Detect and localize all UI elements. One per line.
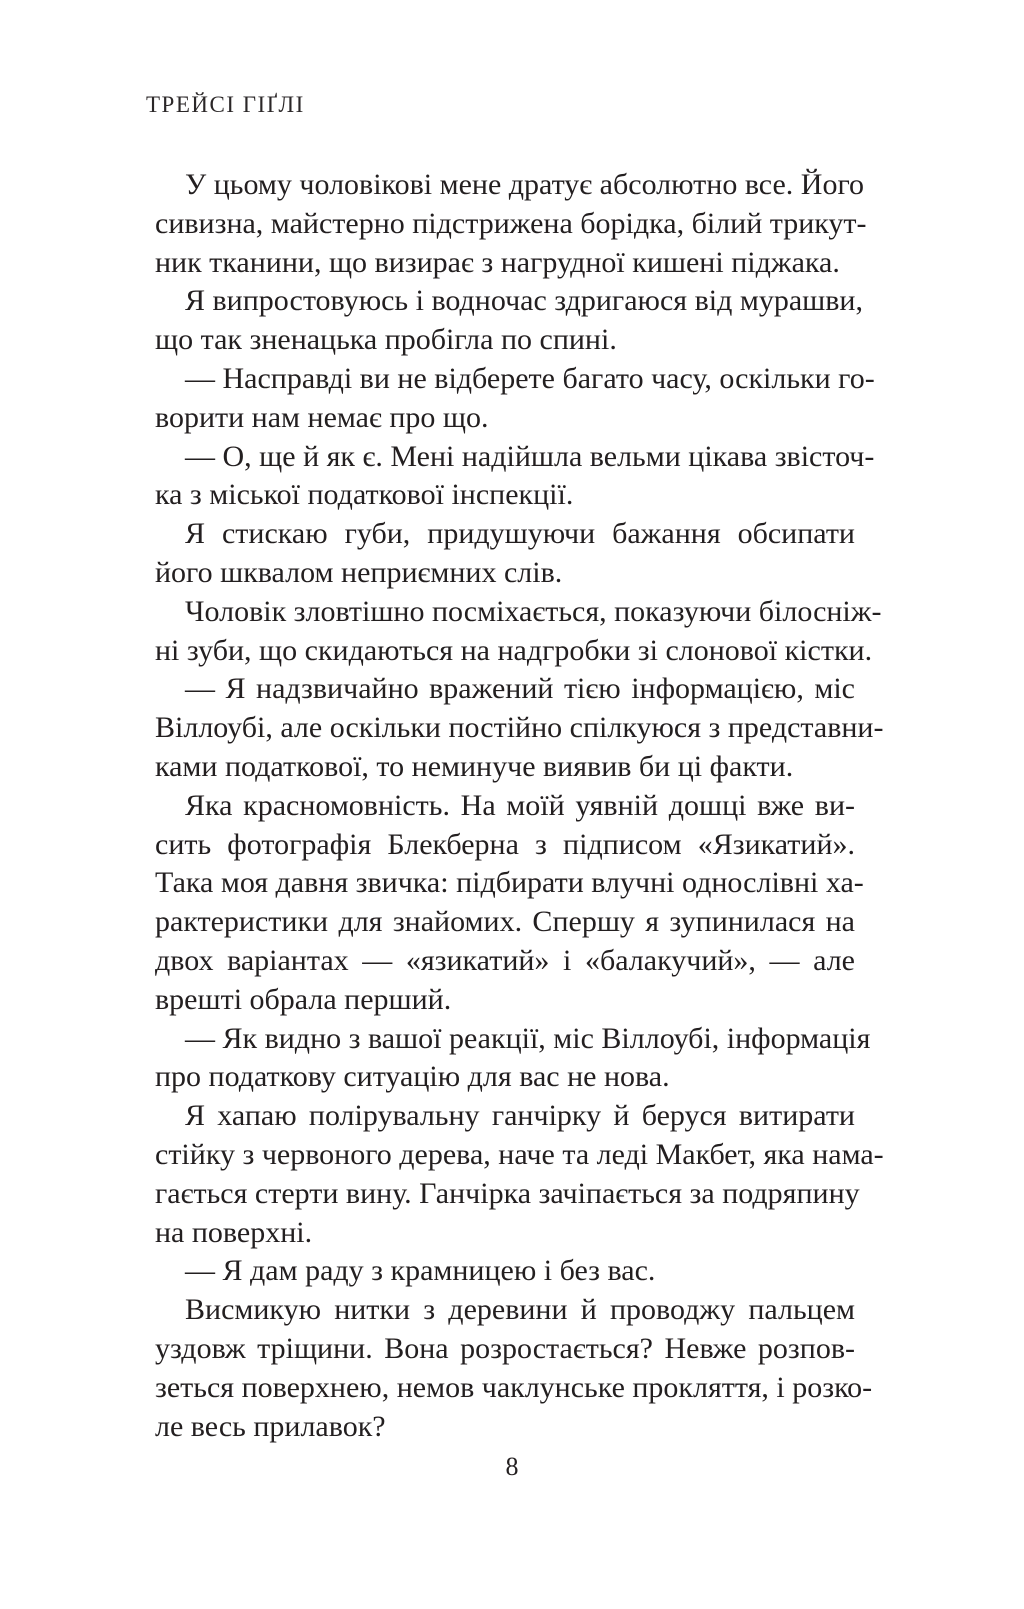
text-line: Чоловік зловтішно посміхається, показуючи білосніж- — [185, 594, 882, 628]
text-line: — Я надзвичайно вражений тією інформацією, міс — [185, 672, 855, 706]
text-line: сивизна, майстерно підстрижена борідка, білий трикут- — [155, 206, 867, 240]
text-line: ле весь прилавок? — [155, 1409, 386, 1443]
running-head-author: ТРЕЙСІ ГІҐЛІ — [146, 92, 305, 117]
text-line: Така моя давня звичка: підбирати влучні однослівні ха- — [155, 866, 864, 900]
body-text — [155, 166, 884, 1446]
text-line: його шквалом неприємних слів. — [155, 555, 563, 589]
text-line: що так зненацька пробігла по спині. — [155, 323, 617, 357]
text-line: двох варіантах — «язикатий» і «балакучий», — але — [155, 943, 855, 977]
text-line: Я хапаю полірувальну ганчірку й беруся витирати — [185, 1099, 855, 1133]
text-line: Висмикую нитки з деревини й проводжу пальцем — [185, 1293, 855, 1327]
text-line: ник тканини, що визирає з нагрудної кишені піджака. — [155, 245, 840, 279]
text-line: врешті обрала перший. — [155, 982, 452, 1016]
text-line: Я випростовуюсь і водночас здригаюся від мурашви, — [185, 284, 863, 318]
text-line: стійку з червоного дерева, наче та леді Макбет, яка нама- — [155, 1137, 884, 1171]
text-line: рактеристики для знайомих. Спершу я зупинилася на — [155, 905, 855, 939]
text-line: ка з міської податкової інспекції. — [155, 478, 574, 512]
text-line: уздовж тріщини. Вона розростається? Невже розпов- — [155, 1331, 855, 1365]
text-line: ні зуби, що скидаються на надгробки зі слонової кістки. — [155, 633, 873, 667]
text-line: ворити нам немає про що. — [155, 400, 489, 434]
text-line: сить фотографія Блекберна з підписом «Язикатий». — [155, 827, 855, 861]
text-line: ками податкової, то неминуче виявив би ці факти. — [155, 749, 794, 783]
text-line: — Як видно з вашої реакції, міс Віллоубі, інформація — [185, 1021, 871, 1055]
text-line: — Насправді ви не відберете багато часу, оскільки го- — [185, 361, 875, 395]
text-line: — О, ще й як є. Мені надійшла вельми цікава звісточ- — [185, 439, 875, 473]
text-line: Яка красномовність. На моїй уявній дошці вже ви- — [185, 788, 855, 822]
text-line: про податкову ситуацію для вас не нова. — [155, 1060, 670, 1094]
text-line: зеться поверхнею, немов чаклунське прокляття, і розко- — [155, 1370, 873, 1404]
text-line: Віллоубі, але оскільки постійно спілкуюся з представни- — [155, 711, 884, 745]
page-number: 8 — [505, 1452, 519, 1481]
text-line: — Я дам раду з крамницею і без вас. — [185, 1254, 656, 1288]
text-line: гається стерти вину. Ганчірка зачіпається за подряпину — [155, 1176, 860, 1210]
text-line: Я стискаю губи, придушуючи бажання обсипати — [185, 517, 855, 551]
text-line: на поверхні. — [155, 1215, 313, 1249]
text-line: У цьому чоловікові мене дратує абсолютно все. Його — [185, 168, 865, 201]
